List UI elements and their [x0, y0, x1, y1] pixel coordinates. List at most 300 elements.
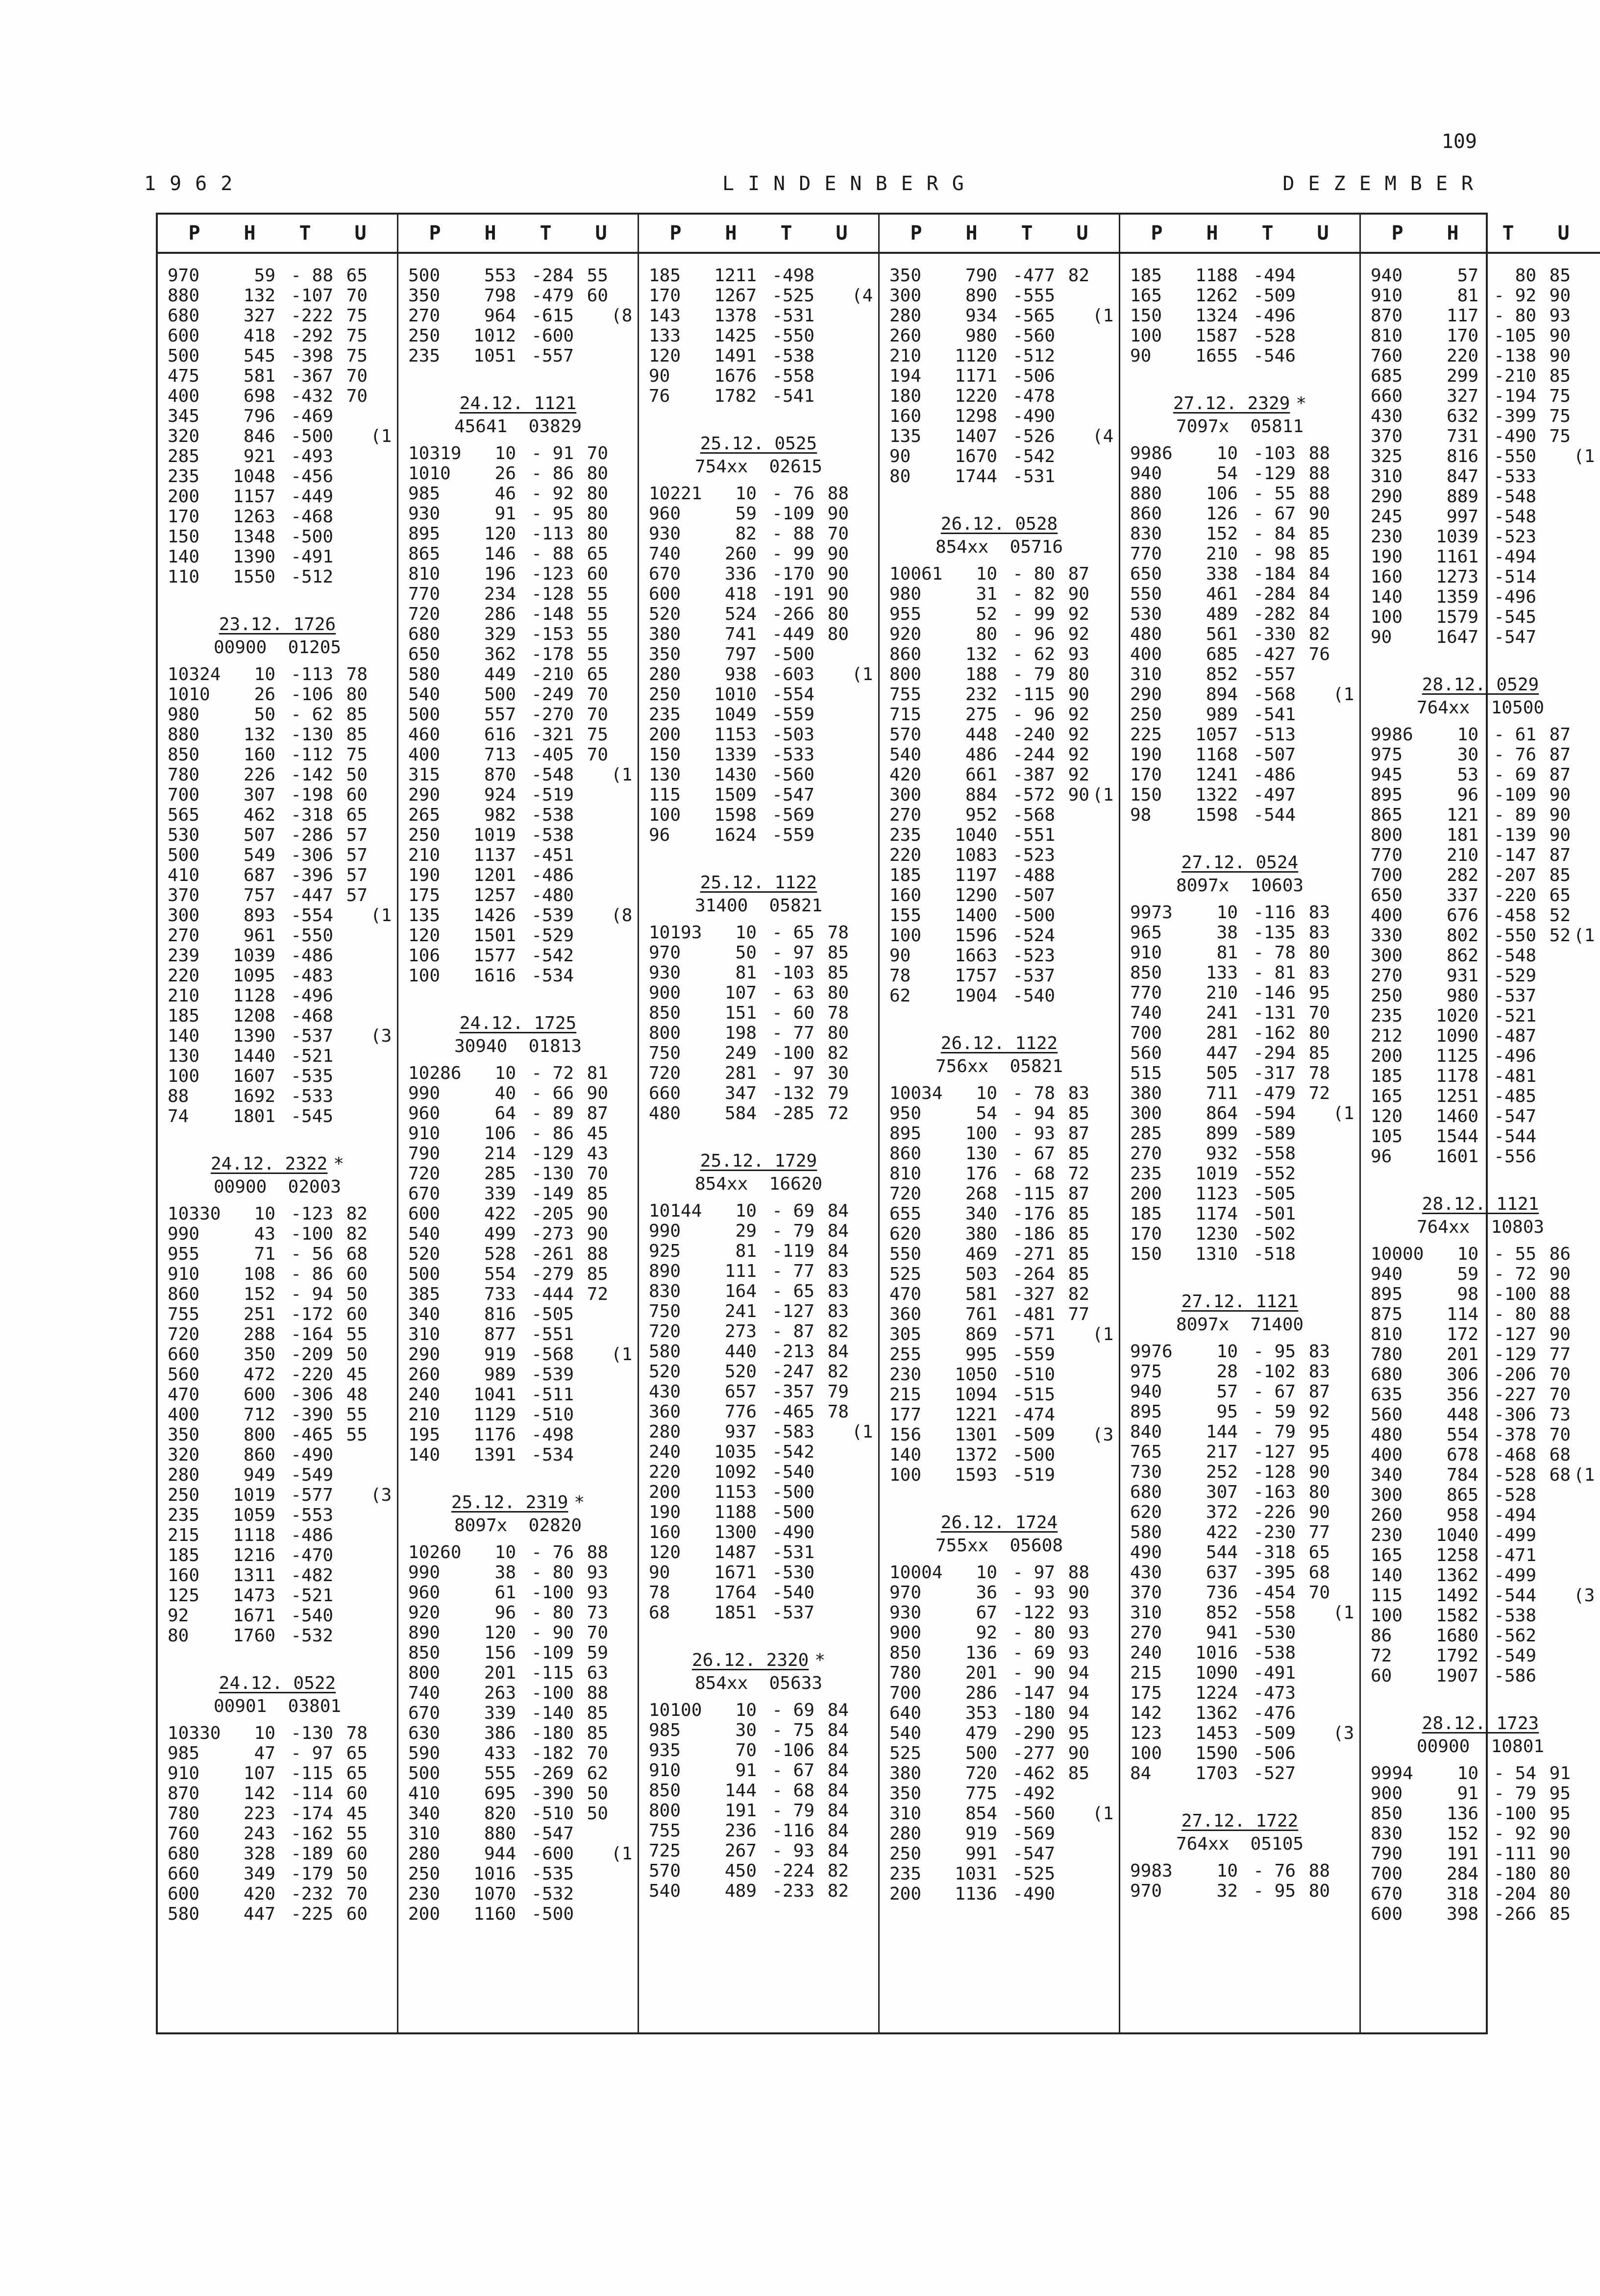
- p-value: 300: [889, 785, 922, 805]
- h-value: 1050: [955, 1365, 997, 1385]
- note: [608, 564, 628, 584]
- p-value: 720: [408, 604, 441, 624]
- p-value: 970: [889, 1583, 922, 1603]
- u-value: [1296, 286, 1330, 306]
- t-value: -130: [291, 725, 333, 745]
- h-value: 350: [243, 1344, 275, 1365]
- p-value: 880: [168, 286, 200, 306]
- u-value: 84: [827, 1700, 849, 1720]
- t-value: -509: [1012, 1425, 1055, 1445]
- note: [1330, 1063, 1350, 1083]
- p-value: 100: [408, 966, 441, 986]
- u-value: 55: [346, 1824, 368, 1844]
- u-value: 93: [1549, 306, 1571, 326]
- h-value: 28: [1216, 1362, 1238, 1382]
- p-value: 490: [1130, 1542, 1162, 1563]
- t-value: -568: [1012, 805, 1055, 825]
- note: [1089, 564, 1109, 584]
- p-value: 685: [1371, 366, 1403, 386]
- u-value: [1536, 547, 1571, 567]
- t-value: -132: [772, 1083, 814, 1103]
- p-value: 305: [889, 1324, 922, 1344]
- u-value: [814, 684, 849, 705]
- h-value: 1339: [714, 745, 757, 765]
- table-row: [408, 484, 628, 504]
- h-value: 989: [1206, 705, 1238, 725]
- page-number: 109: [1441, 130, 1477, 153]
- note: [1571, 805, 1590, 825]
- h-value: 1590: [1195, 1743, 1238, 1763]
- h-value: 489: [1206, 604, 1238, 624]
- note: [1571, 885, 1590, 905]
- t-value: -538: [531, 825, 574, 845]
- h-value: 584: [724, 1103, 757, 1124]
- u-value: [1296, 1643, 1330, 1663]
- t-value: -116: [1253, 903, 1296, 923]
- h-value: 499: [484, 1224, 516, 1244]
- h-value: 126: [1206, 504, 1238, 524]
- note: [1330, 484, 1350, 504]
- t-value: -279: [531, 1264, 574, 1284]
- p-value: 10330: [168, 1204, 221, 1224]
- p-value: 290: [1130, 684, 1162, 705]
- p-value: 525: [889, 1743, 922, 1763]
- t-value: -100: [531, 1583, 574, 1603]
- table-row: [1371, 1606, 1590, 1626]
- h-value: 797: [724, 644, 757, 664]
- t-value: -230: [1253, 1522, 1296, 1542]
- h-value: 356: [1446, 1385, 1478, 1405]
- note: [368, 266, 387, 286]
- h-value: 854: [965, 1804, 997, 1824]
- p-value: 740: [408, 1683, 441, 1703]
- p-value: 165: [1371, 1545, 1403, 1565]
- t-value: -306: [291, 845, 333, 865]
- sounding-block: [408, 1013, 633, 1465]
- note: (1: [611, 765, 633, 785]
- table-row: [1130, 1043, 1350, 1063]
- column-header-label: U: [1317, 222, 1329, 244]
- u-value: 80: [1549, 1884, 1571, 1904]
- table-row: [649, 1482, 868, 1502]
- note: [1089, 1703, 1109, 1723]
- table-row: [408, 1643, 628, 1663]
- table-row: [889, 1804, 1114, 1824]
- note: (1: [611, 1344, 633, 1365]
- table-row: [1371, 326, 1590, 346]
- t-value: -220: [291, 1365, 333, 1385]
- u-value: 50: [587, 1804, 608, 1824]
- table-row: [1371, 825, 1590, 845]
- t-value: -405: [531, 745, 574, 765]
- u-value: [1055, 865, 1089, 885]
- t-value: -318: [1253, 1542, 1296, 1563]
- column-header-label: H: [965, 222, 978, 244]
- table-row: [649, 1442, 868, 1462]
- u-value: [574, 1385, 608, 1405]
- note: [1571, 466, 1590, 487]
- u-value: [1055, 1783, 1089, 1804]
- t-value: -327: [1012, 1284, 1055, 1304]
- p-value: 212: [1371, 1026, 1403, 1046]
- note: [368, 507, 387, 527]
- u-value: 75: [346, 326, 368, 346]
- t-value: -492: [1012, 1783, 1055, 1804]
- p-value: 550: [1130, 584, 1162, 604]
- h-value: 10: [735, 1201, 757, 1221]
- h-value: 1019: [473, 825, 516, 845]
- t-value: -490: [1494, 426, 1536, 446]
- t-value: -244: [1012, 745, 1055, 765]
- p-value: 410: [408, 1783, 441, 1804]
- u-value: 72: [827, 1103, 849, 1124]
- p-value: 755: [168, 1304, 200, 1324]
- note: [1571, 406, 1590, 426]
- table-row: [168, 346, 387, 366]
- sounding-block: [168, 266, 392, 587]
- table-row: [1130, 1763, 1350, 1783]
- u-value: [1536, 1525, 1571, 1545]
- table-row: [889, 926, 1109, 946]
- t-value: - 54: [1494, 1763, 1536, 1783]
- p-value: 135: [408, 905, 441, 926]
- note: [368, 366, 387, 386]
- h-value: 201: [1446, 1344, 1478, 1365]
- p-value: 165: [1130, 286, 1162, 306]
- note: [608, 1304, 628, 1324]
- t-value: - 60: [772, 1003, 814, 1023]
- t-value: - 76: [531, 1542, 574, 1563]
- column-header-label: H: [244, 222, 256, 244]
- table-row: [408, 1144, 628, 1164]
- h-value: 196: [484, 564, 516, 584]
- table-row: [168, 1525, 387, 1545]
- h-value: 877: [484, 1324, 516, 1344]
- h-value: 1057: [1195, 725, 1238, 745]
- sounding-title: [408, 1013, 628, 1033]
- p-value: 115: [649, 785, 681, 805]
- note: [608, 1542, 628, 1563]
- table-row: [408, 286, 628, 306]
- note: (1: [852, 1422, 873, 1442]
- h-value: 339: [484, 1703, 516, 1723]
- t-value: - 93: [1012, 1583, 1055, 1603]
- p-value: 515: [1130, 1063, 1162, 1083]
- p-value: 10004: [889, 1563, 943, 1583]
- sounding-date-time: 26.12. 1122: [940, 1033, 1058, 1053]
- t-value: - 79: [772, 1801, 814, 1821]
- note: [1571, 547, 1590, 567]
- note: [849, 544, 868, 564]
- u-value: 95: [1549, 1804, 1571, 1824]
- table-row: [1130, 1362, 1350, 1382]
- t-value: -127: [772, 1301, 814, 1321]
- t-value: -285: [772, 1103, 814, 1124]
- u-value: 87: [1549, 745, 1571, 765]
- sounding-block: [649, 1650, 868, 1901]
- u-value: [574, 1405, 608, 1425]
- column-header-label: T: [1021, 222, 1033, 244]
- u-value: 83: [1308, 963, 1330, 983]
- h-value: 661: [965, 765, 997, 785]
- table-row: [649, 1502, 868, 1522]
- u-value: [1055, 1864, 1089, 1884]
- note: [1330, 1482, 1350, 1502]
- h-value: 1153: [714, 1482, 757, 1502]
- table-row: [649, 1603, 868, 1623]
- table-row: [1130, 604, 1350, 624]
- t-value: -479: [531, 286, 574, 306]
- t-value: -103: [1253, 443, 1296, 464]
- note: [368, 1046, 387, 1066]
- t-value: -497: [1253, 785, 1296, 805]
- note: [1330, 1083, 1350, 1103]
- table-row: [168, 1565, 387, 1586]
- p-value: 10100: [649, 1700, 702, 1720]
- u-value: 95: [1308, 1422, 1330, 1442]
- t-value: -532: [291, 1626, 333, 1646]
- table-row: [408, 1405, 628, 1425]
- t-value: -129: [531, 1144, 574, 1164]
- p-value: 800: [1371, 825, 1403, 845]
- p-value: 170: [649, 286, 681, 306]
- h-value: 1577: [473, 946, 516, 966]
- note: [1330, 1003, 1350, 1023]
- table-row: [1371, 725, 1590, 745]
- p-value: 250: [168, 1485, 200, 1505]
- table-row: [1371, 1425, 1590, 1445]
- t-value: -468: [1494, 1445, 1536, 1465]
- h-value: 142: [243, 1783, 275, 1804]
- u-value: 70: [587, 705, 608, 725]
- table-row: [889, 1643, 1109, 1663]
- h-value: 1197: [955, 865, 997, 885]
- p-value: 780: [1371, 1344, 1403, 1365]
- u-value: 70: [587, 1623, 608, 1643]
- h-value: 281: [1206, 1023, 1238, 1043]
- p-value: 320: [168, 1445, 200, 1465]
- note: [608, 1563, 628, 1583]
- h-value: 144: [724, 1781, 757, 1801]
- t-value: - 86: [291, 1264, 333, 1284]
- sounding-date-time: 27.12. 0524: [1181, 853, 1299, 873]
- p-value: 700: [168, 785, 200, 805]
- t-value: -444: [531, 1284, 574, 1304]
- h-value: 1362: [1195, 1703, 1238, 1723]
- table-row: [889, 1583, 1109, 1603]
- table-row: [889, 1864, 1109, 1884]
- note: [1089, 664, 1109, 684]
- note: [368, 1626, 387, 1646]
- u-value: [333, 446, 368, 466]
- table-row: [168, 1884, 387, 1904]
- h-value: 31: [976, 584, 997, 604]
- p-value: 240: [649, 1442, 681, 1462]
- u-value: 80: [1308, 1482, 1330, 1502]
- p-value: 10221: [649, 484, 702, 504]
- p-value: 185: [1130, 1204, 1162, 1224]
- p-value: 680: [408, 624, 441, 644]
- h-value: 10: [735, 1700, 757, 1720]
- u-value: [1055, 306, 1089, 326]
- note: [1330, 326, 1350, 346]
- h-value: 176: [965, 1164, 997, 1184]
- t-value: -100: [291, 1224, 333, 1244]
- h-value: 1298: [955, 406, 997, 426]
- t-value: -432: [291, 386, 333, 406]
- table-row: [1371, 406, 1590, 426]
- t-value: -447: [291, 885, 333, 905]
- note: (1: [370, 905, 392, 926]
- h-value: 1211: [714, 266, 757, 286]
- h-value: 1136: [955, 1884, 997, 1904]
- table-row: [649, 1861, 868, 1881]
- h-value: 347: [724, 1083, 757, 1103]
- t-value: -500: [531, 1904, 574, 1924]
- h-value: 1153: [714, 725, 757, 745]
- p-value: 250: [408, 326, 441, 346]
- note: [1571, 1405, 1590, 1425]
- note: [1571, 1763, 1590, 1783]
- u-value: 84: [827, 1221, 849, 1241]
- u-value: 87: [1068, 564, 1089, 584]
- note: [1089, 1144, 1109, 1164]
- u-value: 90: [827, 504, 849, 524]
- t-value: -162: [1253, 1023, 1296, 1043]
- u-value: 50: [346, 1864, 368, 1884]
- p-value: 765: [1130, 1442, 1162, 1462]
- note: [849, 705, 868, 725]
- table-row: [649, 963, 868, 983]
- u-value: 84: [827, 1781, 849, 1801]
- table-row: [168, 1385, 387, 1405]
- u-value: 84: [827, 1760, 849, 1781]
- t-value: -486: [531, 865, 574, 885]
- note: [608, 1083, 628, 1103]
- p-value: 250: [1371, 986, 1403, 1006]
- note: [608, 725, 628, 745]
- t-value: - 94: [1012, 1103, 1055, 1124]
- u-value: 84: [827, 1342, 849, 1362]
- h-value: 949: [243, 1465, 275, 1485]
- h-value: 1670: [955, 446, 997, 466]
- t-value: -490: [1012, 1884, 1055, 1904]
- p-value: 245: [1371, 507, 1403, 527]
- note: [1571, 1445, 1590, 1465]
- table-row: [1371, 1884, 1590, 1904]
- p-value: 10324: [168, 664, 221, 684]
- note: [1089, 286, 1109, 306]
- u-value: 85: [1308, 1043, 1330, 1063]
- t-value: -318: [291, 805, 333, 825]
- note: [1089, 1884, 1109, 1904]
- p-value: 430: [1130, 1563, 1162, 1583]
- h-value: 251: [243, 1304, 275, 1324]
- p-value: 235: [1130, 1164, 1162, 1184]
- table-row: [168, 1106, 387, 1126]
- u-value: 50: [346, 1344, 368, 1365]
- h-value: 433: [484, 1743, 516, 1763]
- note: [368, 306, 387, 326]
- t-value: - 62: [291, 705, 333, 725]
- h-value: 1582: [1436, 1606, 1478, 1626]
- note: [368, 1006, 387, 1026]
- note: [608, 1103, 628, 1124]
- p-value: 780: [168, 765, 200, 785]
- u-value: 85: [587, 1723, 608, 1743]
- p-value: 150: [1130, 1244, 1162, 1264]
- table-row: [408, 1244, 628, 1264]
- note: [849, 1861, 868, 1881]
- h-value: 958: [1446, 1505, 1478, 1525]
- h-value: 64: [494, 1103, 516, 1124]
- note: [1330, 745, 1350, 765]
- note: [1089, 1284, 1109, 1304]
- p-value: 655: [889, 1204, 922, 1224]
- u-value: 85: [587, 1264, 608, 1284]
- h-value: 422: [1206, 1522, 1238, 1542]
- p-value: 570: [889, 725, 922, 745]
- t-value: -507: [1012, 885, 1055, 905]
- sounding-code: 8097x 02820: [454, 1515, 582, 1536]
- note: [849, 1402, 868, 1422]
- t-value: -474: [1012, 1405, 1055, 1425]
- table-row: [168, 1224, 387, 1244]
- sounding-code: 31400 05821: [694, 896, 823, 916]
- u-value: 77: [1068, 1304, 1089, 1324]
- h-value: 1473: [233, 1586, 275, 1606]
- t-value: -113: [291, 664, 333, 684]
- h-value: 1220: [955, 386, 997, 406]
- h-value: 50: [735, 943, 757, 963]
- u-value: [1296, 1224, 1330, 1244]
- h-value: 133: [1206, 963, 1238, 983]
- u-value: 75: [1549, 426, 1571, 446]
- u-value: [574, 1824, 608, 1844]
- table-row: [408, 1284, 628, 1304]
- h-value: 1587: [1195, 326, 1238, 346]
- h-value: 500: [484, 684, 516, 705]
- t-value: -589: [1253, 1124, 1296, 1144]
- table-row: [168, 966, 387, 986]
- h-value: 1273: [1436, 567, 1478, 587]
- u-value: [814, 366, 849, 386]
- note: [368, 1304, 387, 1324]
- t-value: -490: [291, 1445, 333, 1465]
- h-value: 816: [484, 1304, 516, 1324]
- h-value: 1188: [1195, 266, 1238, 286]
- u-value: 95: [1308, 983, 1330, 1003]
- h-value: 1671: [714, 1563, 757, 1583]
- t-value: - 55: [1494, 1244, 1536, 1264]
- u-value: [1055, 1385, 1089, 1405]
- p-value: 830: [1130, 524, 1162, 544]
- note: [1571, 286, 1590, 306]
- t-value: -387: [1012, 765, 1055, 785]
- p-value: 740: [1130, 1003, 1162, 1023]
- t-value: - 80: [531, 1603, 574, 1623]
- p-value: 945: [1371, 765, 1403, 785]
- u-value: [333, 1086, 368, 1106]
- u-value: [1296, 1144, 1330, 1164]
- h-value: 156: [484, 1643, 516, 1663]
- h-value: 1757: [955, 966, 997, 986]
- note: [1571, 1864, 1590, 1884]
- t-value: -180: [1494, 1864, 1536, 1884]
- t-value: -537: [1494, 986, 1536, 1006]
- table-row: [1130, 1003, 1350, 1023]
- p-value: 1010: [168, 684, 210, 705]
